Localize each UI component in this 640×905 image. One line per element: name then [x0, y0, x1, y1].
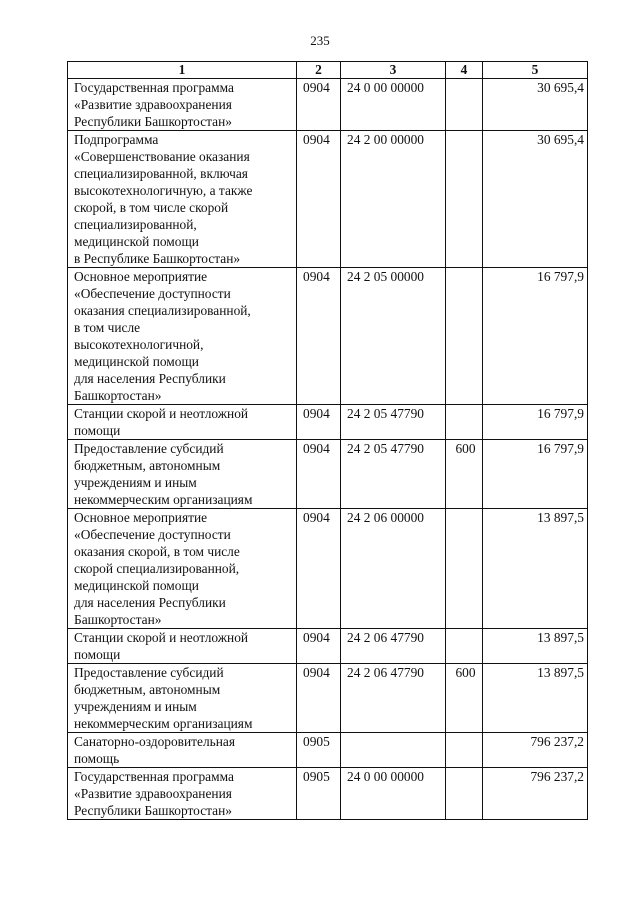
- row-name-line: помощи: [74, 647, 121, 662]
- row-target-code: 24 2 06 47790: [341, 664, 446, 733]
- row-name: [68, 768, 297, 820]
- row-name-line: для населения Республики: [74, 595, 226, 610]
- row-expense-kind: [446, 733, 483, 768]
- row-name-line: высокотехнологичной,: [74, 337, 204, 352]
- table-row: [68, 268, 588, 405]
- row-amount: 796 237,2: [483, 768, 588, 820]
- row-target-code: 24 2 06 00000: [341, 509, 446, 629]
- row-name-line: в Республике Башкортостан»: [74, 251, 241, 266]
- row-target-code: 24 0 00 00000: [341, 768, 446, 820]
- row-name-line: Республики Башкортостан»: [74, 114, 232, 129]
- row-section-code: 0905: [297, 768, 341, 820]
- row-target-code: 24 2 05 47790: [341, 440, 446, 509]
- row-amount: 13 897,5: [483, 664, 588, 733]
- row-amount: 16 797,9: [483, 268, 588, 405]
- row-section-code: 0904: [297, 79, 341, 131]
- row-name-line: Государственная программа: [74, 769, 234, 784]
- row-expense-kind: [446, 768, 483, 820]
- row-name: [68, 268, 297, 405]
- row-name-line: Подпрограмма: [74, 132, 159, 147]
- table-row: [68, 405, 588, 440]
- row-name-line: оказания скорой, в том числе: [74, 544, 240, 559]
- row-section-code: 0904: [297, 131, 341, 268]
- row-name-line: Основное мероприятие: [74, 510, 208, 525]
- row-name-line: помощь: [74, 751, 120, 766]
- row-section-code: 0904: [297, 664, 341, 733]
- row-name-line: «Развитие здравоохранения: [74, 97, 232, 112]
- row-name-line: «Совершенствование оказания: [74, 149, 250, 164]
- row-target-code: 24 2 06 47790: [341, 629, 446, 664]
- row-amount: 796 237,2: [483, 733, 588, 768]
- row-name-line: «Развитие здравоохранения: [74, 786, 232, 801]
- row-name: [68, 79, 297, 131]
- table-row: [68, 733, 588, 768]
- table-row: [68, 629, 588, 664]
- row-name-line: Башкортостан»: [74, 388, 162, 403]
- row-name-line: помощи: [74, 423, 121, 438]
- row-expense-kind: [446, 131, 483, 268]
- row-name-line: для населения Республики: [74, 371, 226, 386]
- row-target-code: 24 2 05 00000: [341, 268, 446, 405]
- row-expense-kind: 600: [446, 664, 483, 733]
- row-name: [68, 405, 297, 440]
- row-target-code: 24 0 00 00000: [341, 79, 446, 131]
- row-name-line: учреждениям и иным: [74, 475, 197, 490]
- row-name-line: некоммерческим организациям: [74, 492, 253, 507]
- row-expense-kind: [446, 405, 483, 440]
- row-name-line: Республики Башкортостан»: [74, 803, 232, 818]
- row-name-line: скорой специализированной,: [74, 561, 240, 576]
- row-target-code: 24 2 00 00000: [341, 131, 446, 268]
- table-body: [68, 79, 588, 820]
- row-name-line: «Обеспечение доступности: [74, 286, 231, 301]
- row-name-line: Станции скорой и неотложной: [74, 406, 249, 421]
- table-row: [68, 131, 588, 268]
- table-row: [68, 509, 588, 629]
- row-name-line: «Обеспечение доступности: [74, 527, 231, 542]
- row-name: [68, 664, 297, 733]
- row-expense-kind: [446, 79, 483, 131]
- row-amount: 30 695,4: [483, 131, 588, 268]
- row-expense-kind: [446, 509, 483, 629]
- page-number: 235: [310, 33, 330, 48]
- table-row: [68, 440, 588, 509]
- row-section-code: 0904: [297, 268, 341, 405]
- budget-table: [67, 61, 588, 820]
- row-section-code: 0904: [297, 405, 341, 440]
- row-expense-kind: [446, 268, 483, 405]
- row-name-line: Станции скорой и неотложной: [74, 630, 249, 645]
- row-name-line: скорой, в том числе скорой: [74, 200, 229, 215]
- row-section-code: 0904: [297, 509, 341, 629]
- row-amount: 13 897,5: [483, 509, 588, 629]
- row-name: [68, 629, 297, 664]
- row-name-line: Предоставление субсидий: [74, 665, 224, 680]
- row-section-code: 0904: [297, 629, 341, 664]
- row-name-line: учреждениям и иным: [74, 699, 197, 714]
- row-amount: 13 897,5: [483, 629, 588, 664]
- row-target-code: [341, 733, 446, 768]
- row-name: [68, 733, 297, 768]
- header-target: 3: [341, 62, 446, 79]
- row-name-line: бюджетным, автономным: [74, 458, 221, 473]
- row-name-line: специализированной,: [74, 217, 197, 232]
- row-name-line: в том числе: [74, 320, 141, 335]
- row-name-line: некоммерческим организациям: [74, 716, 253, 731]
- row-name-line: Государственная программа: [74, 80, 234, 95]
- row-amount: 30 695,4: [483, 79, 588, 131]
- row-name: [68, 440, 297, 509]
- row-name-line: Башкортостан»: [74, 612, 162, 627]
- row-name-line: медицинской помощи: [74, 234, 199, 249]
- row-name-line: высокотехнологичную, а также: [74, 183, 253, 198]
- row-section-code: 0904: [297, 440, 341, 509]
- row-name-line: специализированной, включая: [74, 166, 248, 181]
- table-row: [68, 664, 588, 733]
- row-name: [68, 131, 297, 268]
- header-row: [68, 62, 588, 79]
- row-amount: 16 797,9: [483, 440, 588, 509]
- row-name-line: медицинской помощи: [74, 354, 199, 369]
- row-expense-kind: 600: [446, 440, 483, 509]
- row-amount: 16 797,9: [483, 405, 588, 440]
- header-kind: 4: [446, 62, 483, 79]
- row-name-line: Санаторно-оздоровительная: [74, 734, 236, 749]
- row-name-line: Основное мероприятие: [74, 269, 208, 284]
- row-name-line: медицинской помощи: [74, 578, 199, 593]
- table-row: [68, 768, 588, 820]
- row-section-code: 0905: [297, 733, 341, 768]
- row-name: [68, 509, 297, 629]
- row-name-line: оказания специализированной,: [74, 303, 251, 318]
- row-name-line: бюджетным, автономным: [74, 682, 221, 697]
- header-section: 2: [297, 62, 341, 79]
- table-row: [68, 79, 588, 131]
- row-name-line: Предоставление субсидий: [74, 441, 224, 456]
- row-target-code: 24 2 05 47790: [341, 405, 446, 440]
- header-name: 1: [68, 62, 297, 79]
- row-expense-kind: [446, 629, 483, 664]
- header-amount: 5: [483, 62, 588, 79]
